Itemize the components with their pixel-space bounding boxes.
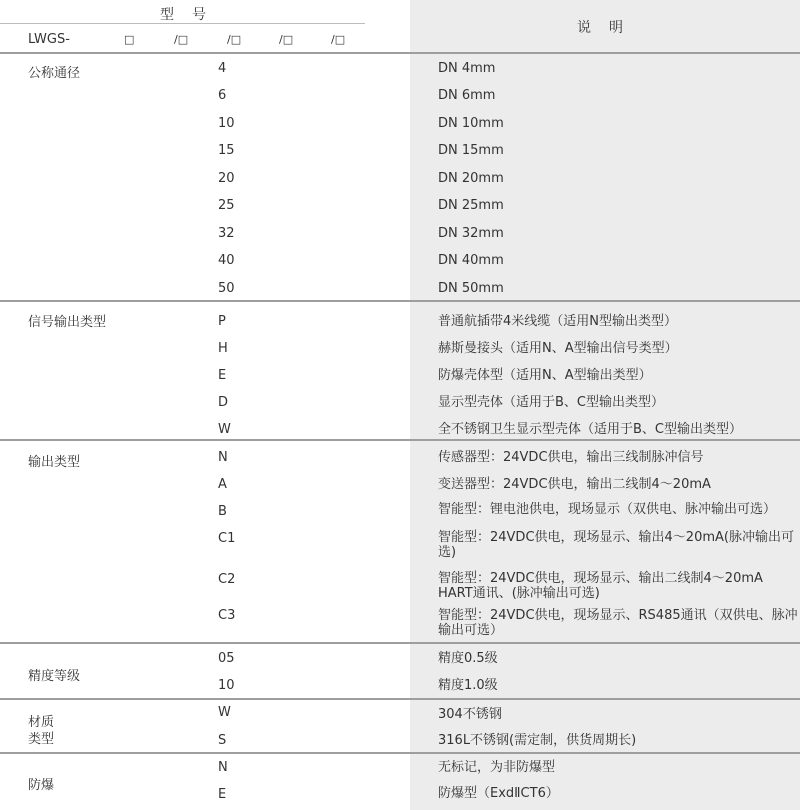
row-code: P bbox=[218, 314, 226, 329]
row-desc: 赫斯曼接头（适用N、A型输出信号类型） bbox=[438, 341, 678, 356]
row-code: W bbox=[218, 422, 231, 437]
row-code: H bbox=[218, 341, 228, 356]
row-code: 20 bbox=[218, 171, 235, 186]
row-code: B bbox=[218, 504, 227, 519]
row-desc: 316L不锈钢(需定制，供货周期长) bbox=[438, 733, 637, 748]
row-code: D bbox=[218, 395, 229, 410]
row-code: N bbox=[218, 760, 228, 775]
row-code: 50 bbox=[218, 281, 235, 296]
row-code: 6 bbox=[218, 88, 227, 103]
row-desc: 防爆壳体型（适用N、A型输出类型） bbox=[438, 368, 652, 383]
row-desc: DN 4mm bbox=[438, 61, 496, 76]
category-label: 信号输出类型 bbox=[28, 315, 107, 330]
category-label: 精度等级 bbox=[28, 669, 81, 684]
category-label: 防爆 bbox=[28, 778, 55, 793]
header-divider bbox=[0, 23, 365, 24]
category-label-line1: 材质 bbox=[28, 715, 55, 730]
row-code: 25 bbox=[218, 198, 235, 213]
row-desc: DN 10mm bbox=[438, 116, 504, 131]
row-desc: DN 32mm bbox=[438, 226, 504, 241]
model-prefix: LWGS- bbox=[28, 32, 70, 47]
row-desc: 智能型：24VDC供电，现场显示、输出4～20mA(脉冲输出可选) bbox=[438, 530, 794, 560]
row-code: N bbox=[218, 450, 228, 465]
model-slot-1: □ bbox=[124, 33, 135, 46]
row-desc: DN 50mm bbox=[438, 281, 504, 296]
row-desc: 304不锈钢 bbox=[438, 707, 502, 722]
category-label: 输出类型 bbox=[28, 455, 81, 470]
row-desc: DN 6mm bbox=[438, 88, 496, 103]
row-desc: 智能型：24VDC供电，现场显示、RS485通讯（双供电、脉冲输出可选） bbox=[438, 608, 798, 638]
row-code: W bbox=[218, 705, 231, 720]
row-code: E bbox=[218, 787, 227, 802]
row-code: C3 bbox=[218, 608, 236, 623]
row-code: E bbox=[218, 368, 227, 383]
row-code: 15 bbox=[218, 143, 235, 158]
model-slot-5: /□ bbox=[331, 33, 346, 46]
row-code: A bbox=[218, 477, 227, 492]
row-code: C1 bbox=[218, 531, 236, 546]
row-desc: 普通航插带4米线缆（适用N型输出类型） bbox=[438, 314, 677, 329]
row-desc: DN 20mm bbox=[438, 171, 504, 186]
model-slot-2: /□ bbox=[174, 33, 189, 46]
category-label: 公称通径 bbox=[28, 66, 81, 81]
row-desc: 智能型：锂电池供电，现场显示（双供电、脉冲输出可选） bbox=[438, 502, 777, 517]
row-desc: 精度1.0级 bbox=[438, 678, 498, 693]
row-desc: DN 25mm bbox=[438, 198, 504, 213]
row-code: 4 bbox=[218, 61, 227, 76]
row-desc: 显示型壳体（适用于B、C型输出类型） bbox=[438, 395, 664, 410]
row-code: 40 bbox=[218, 253, 235, 268]
row-desc: 防爆型（ExdⅡCT6） bbox=[438, 786, 559, 801]
row-desc: 变送器型：24VDC供电，输出二线制4～20mA bbox=[438, 477, 711, 492]
row-desc: DN 40mm bbox=[438, 253, 504, 268]
desc-title: 说 明 bbox=[577, 20, 625, 36]
model-title: 型 号 bbox=[160, 7, 208, 23]
category-label-line2: 类型 bbox=[28, 732, 55, 747]
row-code: 10 bbox=[218, 116, 235, 131]
row-desc: 无标记，为非防爆型 bbox=[438, 760, 556, 775]
model-slot-4: /□ bbox=[279, 33, 294, 46]
row-code: C2 bbox=[218, 572, 236, 587]
row-desc: 传感器型：24VDC供电，输出三线制脉冲信号 bbox=[438, 450, 704, 465]
row-code: 05 bbox=[218, 651, 235, 666]
row-desc: 智能型：24VDC供电，现场显示、输出二线制4～20mA HART通讯、(脉冲输出可选) bbox=[438, 571, 763, 601]
model-slot-3: /□ bbox=[227, 33, 242, 46]
row-desc: 全不锈钢卫生显示型壳体（适用于B、C型输出类型） bbox=[438, 422, 742, 437]
row-code: 10 bbox=[218, 678, 235, 693]
row-desc: DN 15mm bbox=[438, 143, 504, 158]
row-desc: 精度0.5级 bbox=[438, 651, 498, 666]
row-code: S bbox=[218, 733, 227, 748]
row-code: 32 bbox=[218, 226, 235, 241]
